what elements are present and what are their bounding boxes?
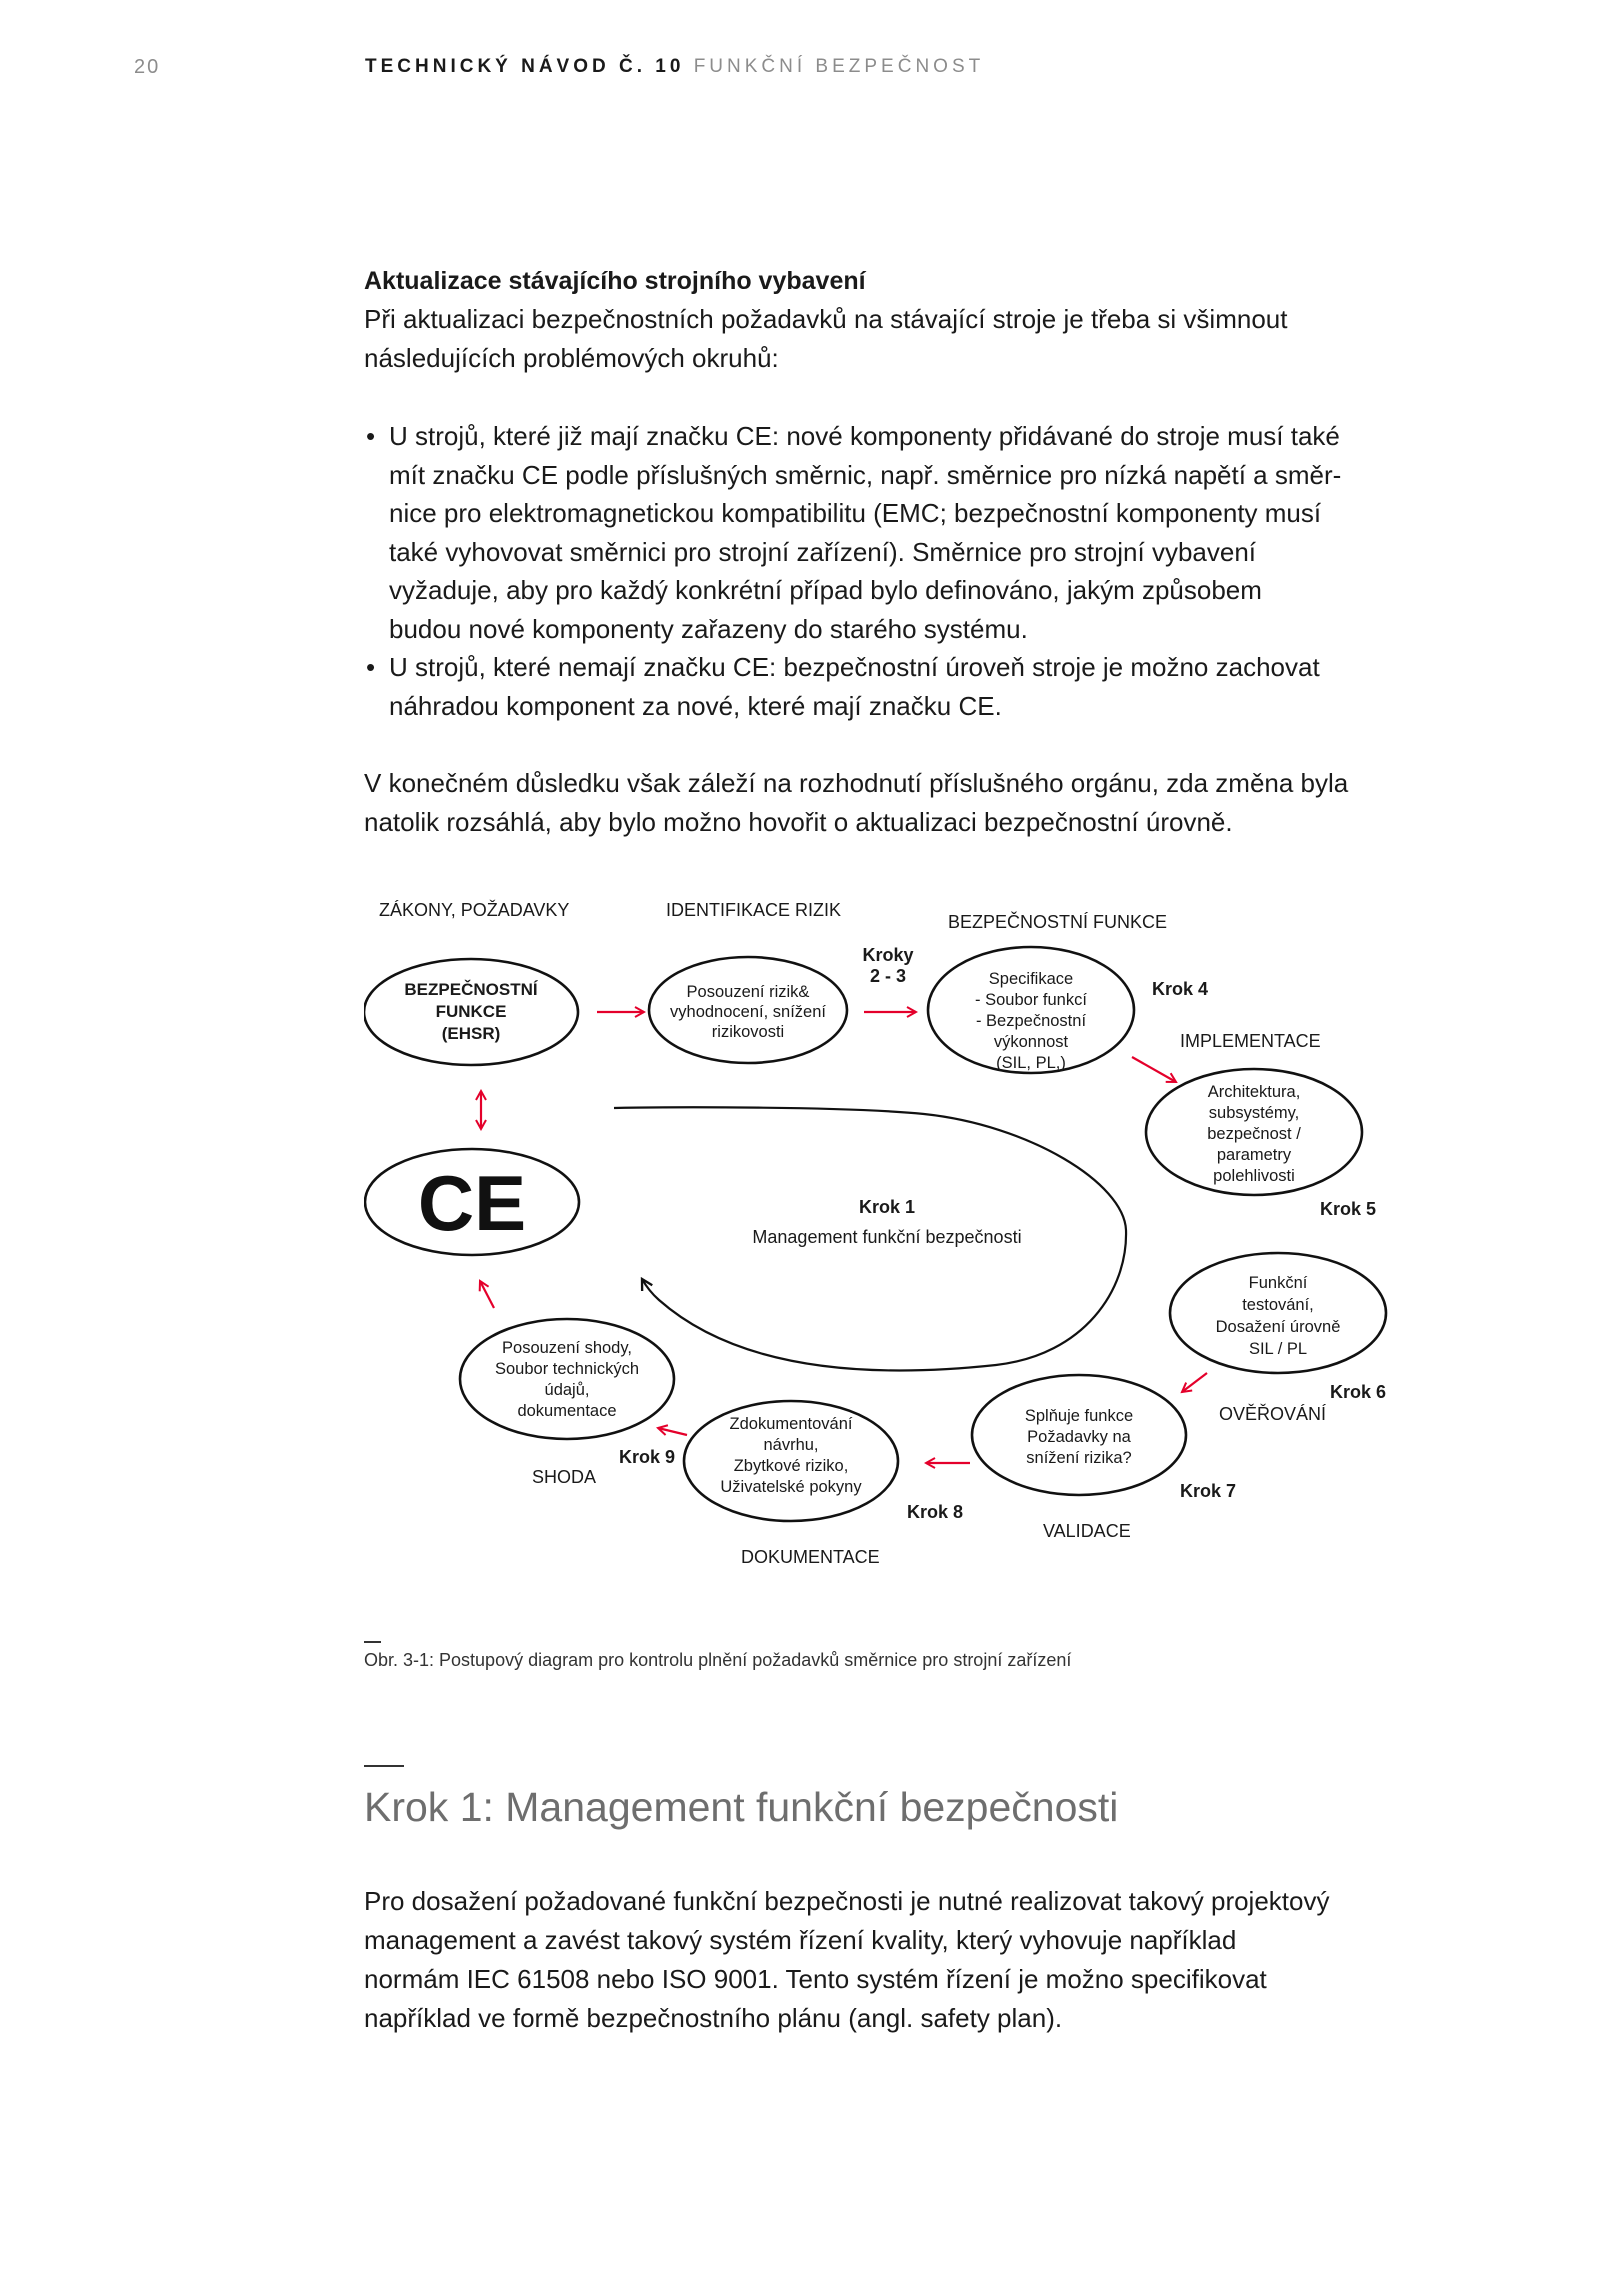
node-architektura-line: parametry [1216, 1146, 1292, 1164]
heading-rule [364, 1765, 404, 1767]
step-label-krok-9: Krok 9 [619, 1447, 676, 1467]
running-title-bold: TECHNICKÝ NÁVOD Č. 10 [365, 56, 685, 77]
node-ehsr-line: BEZPEČNOSTNÍ [404, 980, 538, 999]
arrow-spec-to-arch [1132, 1057, 1176, 1082]
page-header [0, 56, 1600, 80]
conclusion-line: natolik rozsáhlá, aby bylo možno hovořit o aktualizaci bezpečnostní úrovně. [364, 807, 1233, 837]
node-architektura-line: Architektura, [1207, 1083, 1301, 1101]
bullet-line: náhradou komponent za nové, které mají značku CE. [389, 690, 1002, 721]
node-specifikace-line: Specifikace [988, 970, 1074, 988]
arrow-test-to-validation [1182, 1373, 1207, 1392]
node-posouzeni-shody-line: Posouzení shody, [502, 1339, 632, 1357]
stage-label-shoda: SHODA [532, 1467, 597, 1487]
diagram-svg [364, 895, 1484, 1595]
node-posouzeni-rizik-line: vyhodnocení, snížení [670, 1003, 826, 1021]
node-posouzeni-shody-line: údajů, [544, 1381, 590, 1399]
node-funkcni-testovani-line: testování, [1242, 1296, 1314, 1314]
stage-label-identifikace: IDENTIFIKACE RIZIK [666, 900, 842, 920]
node-zdokumentovani-line: Zbytkové riziko, [733, 1457, 849, 1475]
bullet-line: mít značku CE podle příslušných směrnic, např. směrnice pro nízká napětí a směr- [389, 459, 1342, 490]
node-architektura-line: bezpečnost / [1207, 1125, 1301, 1143]
figure-caption: Obr. 3-1: Postupový diagram pro kontrolu plnění požadavků směrnice pro strojní zařízení [364, 1650, 1072, 1670]
node-posouzeni-rizik-line: rizikovosti [711, 1023, 785, 1041]
arrow-doc-to-conformity [658, 1428, 687, 1435]
bullet-line: vyžaduje, aby pro každý konkrétní případ bylo definováno, jakým způsobem [389, 575, 1262, 605]
intro-section [364, 262, 1468, 378]
conclusion-section [364, 764, 1468, 842]
step-label-kroky-2-3-range: 2 - 3 [869, 966, 907, 986]
step-label-krok-6: Krok 6 [1330, 1382, 1387, 1402]
step-1-line: management a zavést takový systém řízení kvality, který vyhovuje například [364, 1925, 1237, 1955]
node-splnuje-funkce-line: Požadavky na [1027, 1428, 1131, 1446]
intro-line: následujících problémových okruhů: [364, 343, 779, 373]
step-label-krok-7: Krok 7 [1180, 1481, 1237, 1501]
node-funkcni-testovani-line: Dosažení úrovně [1215, 1318, 1341, 1336]
node-architektura [1146, 1069, 1362, 1195]
node-splnuje-funkce [972, 1375, 1186, 1495]
page-number: 20 [134, 56, 161, 78]
running-title [365, 56, 984, 78]
node-splnuje-funkce-line: snížení rizika? [1026, 1449, 1132, 1467]
bullet-line: také vyhovovat směrnici pro strojní zařízení). Směrnice pro strojní vybavení [389, 536, 1257, 567]
stage-label-dokumentace: DOKUMENTACE [741, 1547, 880, 1567]
node-specifikace-line: (SIL, PL,) [996, 1054, 1066, 1072]
node-ce-mark [365, 1149, 579, 1255]
running-title-light: FUNKČNÍ BEZPEČNOST [693, 56, 985, 77]
bullet-item [364, 648, 1468, 725]
node-ehsr-line: FUNKCE [435, 1002, 507, 1021]
node-specifikace-line: výkonnost [993, 1033, 1069, 1051]
node-specifikace-line: - Soubor funkcí [975, 991, 1087, 1009]
center-label: Management funkční bezpečnosti [752, 1227, 1022, 1247]
step-1-line: například ve formě bezpečnostního plánu (angl. safety plan). [364, 2003, 1063, 2033]
node-funkcni-testovani-line: SIL / PL [1248, 1340, 1308, 1358]
step-label-krok-4: Krok 4 [1152, 979, 1209, 999]
step-label-krok-1: Krok 1 [858, 1197, 916, 1217]
node-splnuje-funkce-line: Splňuje funkce [1024, 1407, 1134, 1425]
step-1-line: normám IEC 61508 nebo ISO 9001. Tento systém řízení je možno specifikovat [364, 1964, 1267, 1994]
arrow-conformity-to-ce [480, 1281, 494, 1308]
stage-label-validace: VALIDACE [1043, 1521, 1131, 1541]
node-posouzeni-rizik-line: Posouzení rizik& [686, 983, 810, 1001]
node-zdokumentovani-line: Zdokumentování [729, 1415, 853, 1433]
bullet-list [364, 417, 1468, 725]
node-architektura-line: subsystémy, [1208, 1104, 1300, 1122]
node-funkcni-testovani [1170, 1253, 1386, 1373]
node-architektura-line: polehlivosti [1213, 1167, 1295, 1185]
stage-label-overovani: OVĚŘOVÁNÍ [1219, 1404, 1327, 1424]
node-specifikace [928, 947, 1134, 1073]
node-posouzeni-shody-line: dokumentace [517, 1402, 617, 1420]
node-specifikace-line: - Bezpečnostní [975, 1012, 1087, 1030]
node-funkcni-testovani-line: Funkční [1248, 1274, 1308, 1292]
stage-label-zakony: ZÁKONY, POŽADAVKY [379, 900, 570, 920]
bullet-line: • U strojů, které již mají značku CE: nové komponenty přidávané do stroje musí také [389, 421, 1340, 451]
node-posouzeni-shody-line: Soubor technických [495, 1360, 639, 1378]
node-posouzeni-rizik [649, 957, 847, 1063]
bullet-item [364, 417, 1468, 648]
process-flow-diagram [364, 895, 1484, 1595]
section-heading: Aktualizace stávajícího strojního vybavení [364, 267, 866, 295]
step-1-line: Pro dosažení požadované funkční bezpečnosti je nutné realizovat takový projektový [364, 1886, 1330, 1916]
caption-rule [364, 1641, 381, 1643]
node-ehsr [364, 959, 578, 1065]
node-zdokumentovani-line: Uživatelské pokyny [720, 1478, 862, 1496]
step-label-krok-8: Krok 8 [907, 1502, 964, 1522]
node-ehsr-line: (EHSR) [441, 1024, 501, 1043]
step-label-kroky-2-3: Kroky [862, 945, 914, 965]
stage-label-bezpecnostni-funkce: BEZPEČNOSTNÍ FUNKCE [948, 912, 1168, 932]
conclusion-line: V konečném důsledku však záleží na rozhodnutí příslušného orgánu, zda změna byla [364, 768, 1349, 798]
step-label-krok-5: Krok 5 [1320, 1199, 1377, 1219]
stage-label-implementace: IMPLEMENTACE [1180, 1031, 1321, 1051]
node-posouzeni-shody-ellipse [460, 1319, 674, 1439]
step-1-heading: Krok 1: Management funkční bezpečnosti [364, 1784, 1119, 1830]
bullet-section [364, 417, 1468, 725]
node-zdokumentovani [684, 1401, 898, 1521]
bullet-line: nice pro elektromagnetickou kompatibilitu (EMC; bezpečnostní komponenty musí [389, 498, 1322, 528]
intro-line: Při aktualizaci bezpečnostních požadavků na stávající stroje je třeba si všimnout [364, 304, 1288, 334]
bullet-line: budou nové komponenty zařazeny do starého systému. [389, 613, 1028, 644]
ce-mark-icon: CE [417, 1159, 527, 1247]
step-1-section [364, 1882, 1468, 2038]
node-posouzeni-shody [460, 1319, 674, 1439]
bullet-line: • U strojů, které nemají značku CE: bezpečnostní úroveň stroje je možno zachovat [389, 652, 1320, 682]
node-zdokumentovani-line: návrhu, [763, 1436, 819, 1454]
